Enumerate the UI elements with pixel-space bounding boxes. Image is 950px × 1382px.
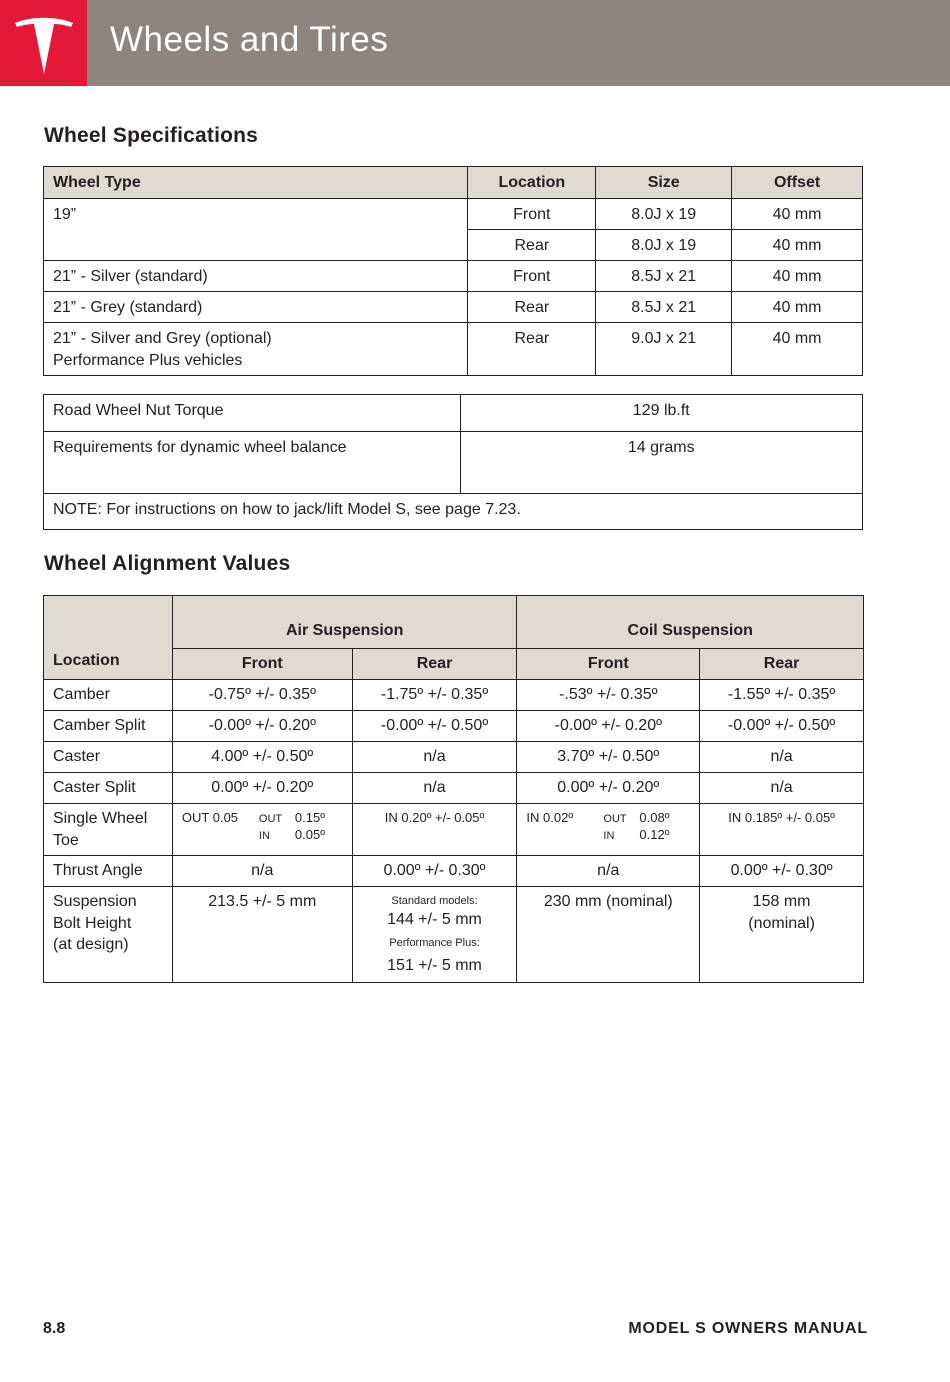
offset-cell: 40 mm (732, 230, 863, 261)
row-label-line: Suspension (53, 893, 137, 910)
size-cell: 9.0J x 21 (596, 323, 732, 376)
toe-value: 0.08º (639, 810, 670, 825)
value-cell: IN 0.185º +/- 0.05º (700, 804, 864, 856)
location-cell: Rear (468, 323, 596, 376)
value-cell: 230 mm (nominal) (517, 887, 700, 983)
page-header (0, 0, 950, 86)
value-cell: -0.75º +/- 0.35º (172, 680, 352, 711)
location-header: Location (44, 596, 173, 680)
value-cell (517, 804, 700, 856)
column-header: Location (468, 167, 596, 199)
toe-in-label: IN (258, 830, 270, 842)
offset-cell: 40 mm (732, 261, 863, 292)
air-suspension-header: Air Suspension (172, 596, 516, 649)
wheel-spec-table (43, 166, 863, 376)
toe-value: 0.05º (294, 827, 325, 842)
balance-value: 14 grams (460, 432, 862, 494)
row-label: Camber Split (44, 711, 173, 742)
value-cell: n/a (517, 856, 700, 887)
value-cell: -0.00º +/- 0.20º (517, 711, 700, 742)
table-row (44, 323, 863, 376)
table-row (44, 773, 864, 804)
value-cell: 0.00º +/- 0.30º (352, 856, 517, 887)
value-cell: n/a (700, 742, 864, 773)
value-cell: 0.00º +/- 0.20º (517, 773, 700, 804)
offset-cell: 40 mm (732, 199, 863, 230)
location-cell: Rear (468, 230, 596, 261)
tesla-logo-icon (13, 14, 75, 76)
column-header: Wheel Type (44, 167, 468, 199)
row-label: Caster Split (44, 773, 173, 804)
table-row (44, 199, 863, 230)
column-header: Front (517, 649, 700, 680)
value-line: (nominal) (748, 914, 815, 932)
toe-value: IN 0.02º (526, 810, 574, 825)
wheel-type-line: Performance Plus vehicles (53, 351, 243, 369)
torque-label: Road Wheel Nut Torque (44, 395, 461, 432)
wheel-type-cell: 21” - Silver (standard) (44, 261, 468, 292)
value-cell (352, 887, 517, 983)
location-cell: Front (468, 261, 596, 292)
column-header: Rear (700, 649, 864, 680)
value-cell: n/a (700, 773, 864, 804)
table-row (44, 432, 863, 494)
table-row (44, 292, 863, 323)
value-cell: -0.00º +/- 0.20º (172, 711, 352, 742)
value-cell (700, 887, 864, 983)
value-cell: n/a (352, 742, 517, 773)
value-line: 158 mm (752, 893, 811, 910)
toe-value: 0.15º (294, 810, 325, 825)
toe-value: OUT 0.05 (181, 810, 239, 825)
toe-out-label: OUT (258, 813, 283, 825)
location-cell: Front (468, 199, 596, 230)
value-cell: -1.75º +/- 0.35º (352, 680, 517, 711)
value-cell: -.53º +/- 0.35º (517, 680, 700, 711)
wheel-type-cell: 19” (44, 199, 468, 261)
jack-note: NOTE: For instructions on how to jack/lift Model S, see page 7.23. (44, 494, 863, 530)
torque-table (43, 394, 863, 530)
table-header-row (44, 596, 864, 649)
wheel-type-cell (44, 323, 468, 376)
row-label-line: Bolt Height (53, 914, 132, 932)
column-header: Size (596, 167, 732, 199)
logo-box (0, 0, 87, 86)
value-cell: n/a (172, 856, 352, 887)
page-title: Wheels and Tires (110, 20, 389, 59)
value-cell: IN 0.20º +/- 0.05º (352, 804, 517, 856)
table-row (44, 856, 864, 887)
table-row (44, 742, 864, 773)
wheel-type-cell: 21” - Grey (standard) (44, 292, 468, 323)
standard-models-value: 144 +/- 5 mm (387, 911, 482, 928)
table-row (44, 887, 864, 983)
table-row (44, 494, 863, 530)
offset-cell: 40 mm (732, 292, 863, 323)
standard-models-label: Standard models: (391, 895, 478, 907)
value-cell: 4.00º +/- 0.50º (172, 742, 352, 773)
size-cell: 8.0J x 19 (596, 199, 732, 230)
value-cell: -0.00º +/- 0.50º (700, 711, 864, 742)
row-label: Caster (44, 742, 173, 773)
table-row (44, 261, 863, 292)
table-row (44, 711, 864, 742)
row-label (44, 887, 173, 983)
row-label-line: Single Wheel (53, 810, 148, 827)
size-cell: 8.0J x 19 (596, 230, 732, 261)
column-header: Offset (732, 167, 863, 199)
wheel-specifications-heading: Wheel Specifications (44, 124, 259, 147)
performance-plus-value: 151 +/- 5 mm (387, 956, 482, 974)
table-row (44, 395, 863, 432)
row-label (44, 804, 173, 856)
manual-title: MODEL S OWNERS MANUAL (628, 1320, 868, 1337)
coil-suspension-header: Coil Suspension (517, 596, 864, 649)
column-header: Front (172, 649, 352, 680)
toe-in-label: IN (603, 830, 615, 842)
value-cell: 0.00º +/- 0.20º (172, 773, 352, 804)
performance-plus-label: Performance Plus: (389, 936, 480, 949)
size-cell: 8.5J x 21 (596, 261, 732, 292)
offset-cell: 40 mm (732, 323, 863, 376)
table-row (44, 804, 864, 856)
toe-out-label: OUT (603, 813, 627, 825)
wheel-alignment-table (43, 595, 864, 983)
row-label: Camber (44, 680, 173, 711)
toe-value: 0.12º (639, 827, 670, 842)
value-cell: 3.70º +/- 0.50º (517, 742, 700, 773)
value-cell: 0.00º +/- 0.30º (700, 856, 864, 887)
value-cell: n/a (352, 773, 517, 804)
row-label-line: Toe (53, 831, 79, 849)
row-label-line: (at design) (53, 936, 129, 953)
table-header-row (44, 167, 863, 199)
value-cell: 213.5 +/- 5 mm (172, 887, 352, 983)
value-cell: -1.55º +/- 0.35º (700, 680, 864, 711)
row-label: Thrust Angle (44, 856, 173, 887)
wheel-type-line: 21” - Silver and Grey (optional) (53, 330, 272, 347)
column-header: Rear (352, 649, 517, 680)
value-cell: -0.00º +/- 0.50º (352, 711, 517, 742)
torque-value: 129 lb.ft (460, 395, 862, 432)
page-number: 8.8 (43, 1320, 66, 1337)
value-cell (172, 804, 352, 856)
table-row (44, 680, 864, 711)
wheel-alignment-heading: Wheel Alignment Values (44, 552, 291, 575)
location-cell: Rear (468, 292, 596, 323)
size-cell: 8.5J x 21 (596, 292, 732, 323)
balance-label: Requirements for dynamic wheel balance (44, 432, 461, 494)
